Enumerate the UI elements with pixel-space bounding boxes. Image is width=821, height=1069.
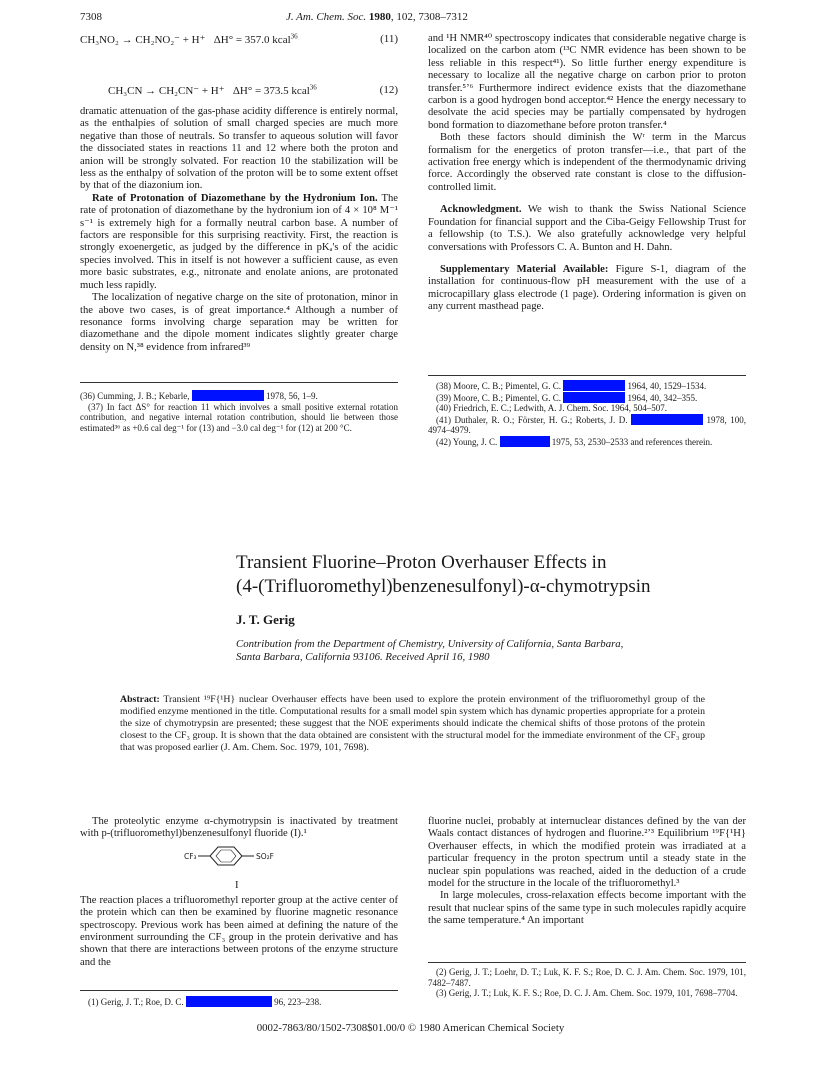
supp-heading: Supplementary Material Available: [440, 263, 609, 275]
article-title [236, 551, 796, 599]
footnote-42: (42) Young, J. C. 1975, 53, 2530–2533 and references therein. [436, 436, 713, 447]
affiliation: Contribution from the Department of Chemistry, University of California, Santa Barbara, Santa Barbara, California 93106. Received April 16, 1980 [236, 638, 624, 663]
paragraph: The reaction places a trifluoromethyl reporter group at the active center of the protein which can then be examined by fluorine magnetic resonance spectroscopy. Previous work has been aimed at defining the nature of the environment surrounding the CF₃ group in the protein derivative and has shown that there are interactions between protons of the enzyme structure and the [80, 894, 398, 968]
section-heading: Rate of Protonation of Diazomethane by the Hydronium Ion. [92, 192, 378, 204]
footnote-3: (3) Gerig, J. T.; Luk, K. F. S.; Roe, D. C. J. Am. Chem. Soc. 1979, 101, 7698–7704. [436, 988, 738, 999]
abstract-text: Transient ¹⁹F{¹H} nuclear Overhauser effects have been used to explore the protein environment of the trifluoromethyl group of the modified enzyme mentioned in the title. Computational results for a small model spin system which has dynamic properties appropriate for a protein the size of chymotrypsin are presented; these suggest that the NOE experiments should indicate the chemical shifts of those protons of the protein closest to the CF₃ group. It is shown that the data obtained are consistent with the structural model for the immediate environment of the CF₃ group that was proposed earlier (J. Am. Chem. Soc. 1979, 101, 7698). [120, 694, 705, 753]
paragraph: dramatic attenuation of the gas-phase acidity difference is entirely normal, as the enthalpies of solution of small charged species are much more negative than those of neutrals. So transfer to aqueous solution will favor the dissociated states in reactions 11 and 12 where both the proton and anion will be strongly solvated. For reaction 10 the stabilization will be less as the enthalpy of solvation of the proton will be to some extent offset by that of the diazonium ion. [80, 106, 398, 192]
footnote-38: (38) Moore, C. B.; Pimentel, G. C. 1964, 40, 1529–1534. [436, 381, 707, 391]
ack-heading: Acknowledgment. [440, 204, 522, 216]
paragraph: In large molecules, cross-relaxation effects become important with the result that nuclear spins of the same type in such molecules rapidly acquire the same temperature.⁴ An important [428, 890, 746, 927]
footnote-41: (41) Duthaler, R. O.; Förster, H. G.; Roberts, J. D. 1978, 100, 4974–4979. [428, 414, 746, 436]
supplementary-material: Supplementary Material Available: Figure S-1, diagram of the installation for continuous-flow pH measurement with the use of a microcapillary glass electrode (1 page). Ordering information is given on any current masthead page. [428, 263, 746, 313]
running-header [286, 11, 468, 23]
footnote-rule [428, 962, 746, 963]
copyright-footer: 0002-7863/80/1502-7308$01.00/0 © 1980 American Chemical Society [256, 1022, 565, 1034]
equation-12: CH₃CN → CH₂CN⁻ + H⁺ ΔH° = 373.5 kcal$^{36}$ (12) [108, 83, 398, 97]
footnote-rule [80, 990, 398, 991]
redaction-box [563, 392, 625, 403]
section-paragraph [80, 193, 398, 292]
chemical-structure-I [80, 845, 398, 895]
footnote-36: (36) Cumming, J. B.; Kebarle, 1978, 56, 1–9. [80, 391, 318, 401]
redaction-box [563, 380, 625, 391]
paragraph: The localization of negative charge on the site of protonation, minor in the above two cases, is of great importance.⁴ Although a number of resonance forms involving charge separation may be written for diazomethane and the dipole moment indicates slightly greater charge density on N,³⁸ evidence from infrared³⁹ [80, 292, 398, 353]
footnote-40: (40) Friedrich, E. C.; Ledwith, A. J. Chem. Soc. 1964, 504–507. [436, 403, 667, 414]
top-right-column [428, 33, 746, 314]
structure-cf3: CF₃ [184, 851, 197, 861]
paragraph: The proteolytic enzyme α-chymotrypsin is inactivated by treatment with p-(trifluoromethyl)benzenesulfonyl fluoride (I).¹ [80, 816, 398, 840]
footnote-39: (39) Moore, C. B.; Pimentel, G. C. 1964, 40, 342–355. [436, 392, 698, 403]
footnote-rule [428, 375, 746, 376]
title-line: Transient Fluorine–Proton Overhauser Effects in [236, 552, 607, 573]
footnotes-top-left [80, 390, 398, 433]
paragraph: The rate of protonation of diazomethane by the hydronium ion of 4 × 10⁸ M⁻¹ s⁻¹ is extremely high for a formally neutral carbon base. A number of factors are responsible for this surprising reactivity. First, the reaction is strongly exoenergetic, as judged by the difference in pKₐ's of the acidic species involved. This in itself is not however a sufficient cause, as even more basic substrates, e.g., nitronate and enolate anions, are protonated much less rapidly. [80, 192, 398, 291]
footnotes-bottom-right [428, 967, 746, 999]
body-right-column [428, 816, 746, 928]
footnote-2: (2) Gerig, J. T.; Loehr, D. T.; Luk, K. F. S.; Roe, D. C. J. Am. Chem. Soc. 1979, 101, 7482–7487. [428, 967, 746, 988]
structure-so2f: SO₂F [256, 851, 274, 861]
redaction-box [631, 414, 703, 425]
page-number: 7308 [80, 11, 102, 23]
title-line: (4-(Trifluoromethyl)benzenesulfonyl)-α-chymotrypsin [236, 576, 651, 597]
journal-name: J. Am. Chem. Soc. [286, 11, 367, 23]
journal-year: 1980 [368, 11, 391, 23]
citation-pages: , 102, 7308–7312 [390, 11, 468, 23]
footnote-1: (1) Gerig, J. T.; Roe, D. C. 96, 223–238. [88, 997, 322, 1007]
author: J. T. Gerig [236, 612, 295, 627]
abstract-label: Abstract: [120, 694, 160, 705]
redaction-box [186, 996, 272, 1007]
footnote-rule [80, 382, 398, 383]
acknowledgment: Acknowledgment. We wish to thank the Swiss National Science Foundation for financial support and the Ciba-Geigy Fellowship Trust for a fellowship (to T.S.). We also gratefully acknowledge very helpful conversations with Professors C. A. Bunton and H. Dahn. [428, 204, 746, 253]
structure-label: I [235, 879, 239, 891]
paragraph: fluorine nuclei, probably at internuclear distances defined by the van der Waals contact distances of hydrogen and fluorine.²ʼ³ Equilibrium ¹⁹F{¹H} Overhauser effects, in which the modified protein was irradiated at a particular frequency in the proton spectrum until a steady state in the nuclear spin populations was reached, aided in the deduction of a crude model for the structure in the locale of the trifluoromethyl.³ [428, 816, 746, 890]
redaction-box [192, 390, 264, 401]
footnote-37: (37) In fact ΔS° for reaction 11 which involves a small positive external rotation contribution, and negative internal rotation contribution, should lie between those estimated³⁶ as +0.6 cal deg⁻¹ for (13) and −3.0 cal deg⁻¹ for (12) at 200 °C. [80, 401, 398, 433]
footnotes-top-right [428, 380, 746, 448]
top-left-column [80, 106, 398, 354]
equation-11: CH₃NO₂ → CH₂NO₂⁻ + H⁺ ΔH° = 357.0 kcal$^{36}$ (11) [80, 32, 398, 46]
paragraph: and ¹H NMR⁴⁰ spectroscopy indicates that considerable negative charge is localized on the carbon atom (¹³C NMR evidence has been shown to be less reliable in this respect⁴¹). So little further energy expenditure is necessary to localize all the negative charge on carbon prior to proton transfer.⁵ʼ⁶ Furthermore indirect evidence exists that the diazomethane carbon is a good hydrogen bond acceptor.⁴² Hence the energy necessary to desolvate the acid species may be partially compensated by hydrogen bond formation to diazomethane before proton transfer.⁴ [428, 33, 746, 131]
abstract [120, 694, 705, 754]
redaction-box [500, 436, 550, 447]
paragraph: Both these factors should diminish the Wʳ term in the Marcus formalism for the energetics of proton transfer—i.e., that part of the activation free energy which is independent of the thermodynamic driving force. Accordingly the observed rate constant is close to the diffusion-controlled limit. [428, 132, 746, 193]
body-left-column [80, 816, 398, 969]
